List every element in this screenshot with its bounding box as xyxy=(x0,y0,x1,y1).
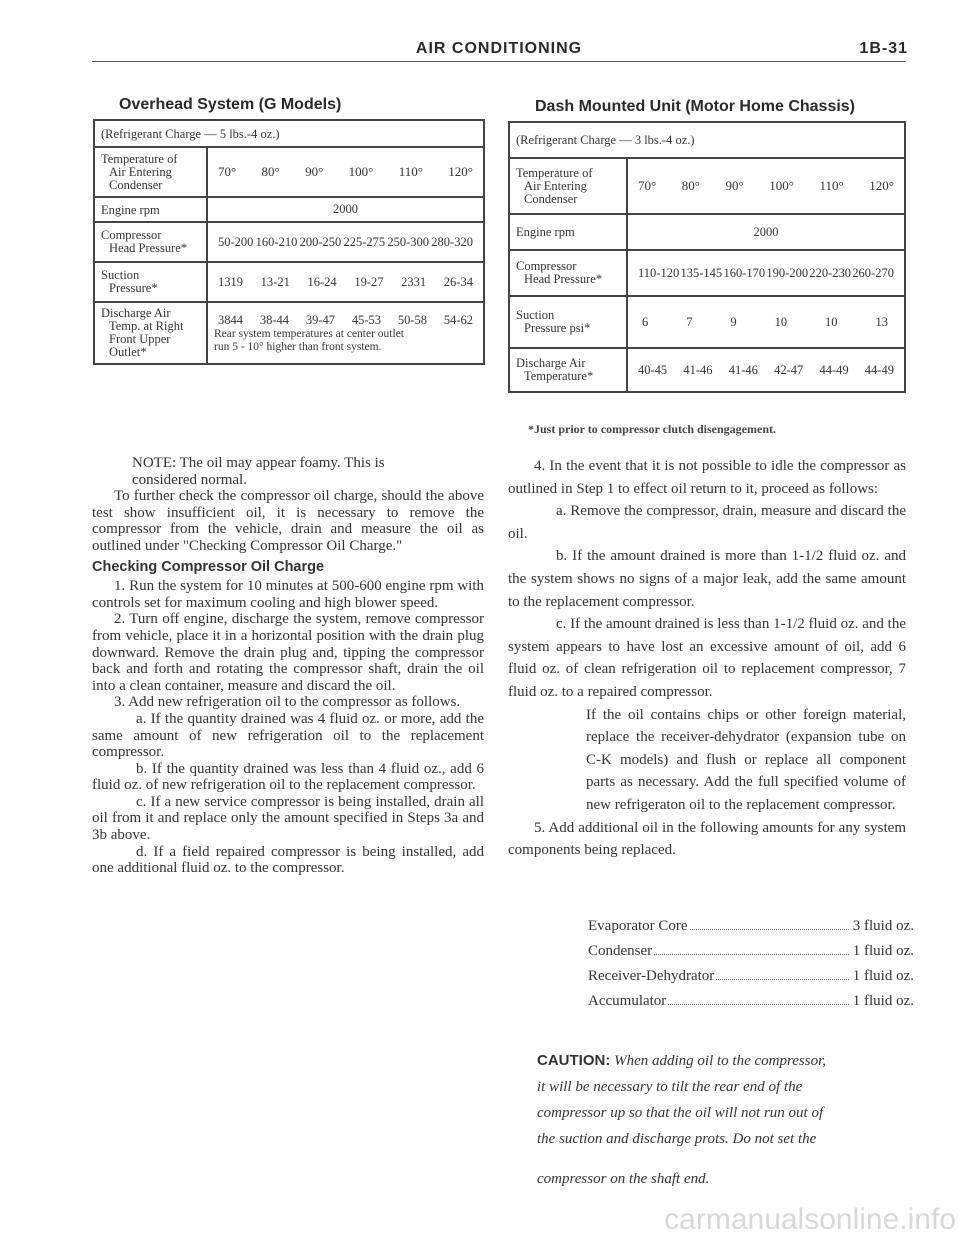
label-line: Air Entering xyxy=(109,164,172,179)
note-line: considered normal. xyxy=(132,471,247,488)
step-2: 2. Turn off engine, discharge the system, remove compressor from vehicle, place it in a horizontal position with the drain plug downward. Remove the drain plug and, tipping the compressor back and forth and rotating the compressor shaft, drain the oil into a clean container, measure and discard the oil. xyxy=(92,611,484,694)
row-label xyxy=(509,158,627,214)
value-cell: 260- xyxy=(852,266,876,280)
dash-spec-table xyxy=(508,121,906,393)
value-cell: 50- xyxy=(218,235,235,249)
caution-line: the suction and discharge prots. Do not set the xyxy=(537,1131,817,1147)
value-cell: 54- xyxy=(443,312,461,327)
label-line: Compressor xyxy=(101,228,162,242)
note-line: NOTE: The oil may appear foamy. This is xyxy=(132,455,385,471)
step-3d: d. If a field repaired compressor is being installed, add one additional fluid oz. to the compressor. xyxy=(92,843,484,877)
caution-line: it will be necessary to tilt the rear end of the xyxy=(537,1079,803,1095)
value-cell: 100° xyxy=(769,178,794,193)
step-4b: b. If the amount drained is more than 1-1/2 fluid oz. and the system shows no signs of a major leak, add the same amount to the replacement compressor. xyxy=(508,548,906,610)
rpm-value xyxy=(207,197,484,222)
discharge-values xyxy=(207,302,484,364)
value-cell: 80° xyxy=(261,164,280,179)
caution-label: CAUTION: xyxy=(537,1052,611,1069)
left-section-title: Overhead System (G Models) xyxy=(119,96,342,113)
table-row xyxy=(94,262,484,302)
value-cell: 90° xyxy=(725,178,744,193)
value-cell: 110° xyxy=(398,164,423,179)
value-cell: 16- xyxy=(307,275,325,289)
label-line: Temperature of xyxy=(516,165,593,180)
caution-line: When adding oil to the compressor, xyxy=(614,1053,827,1069)
value-cell: 19 xyxy=(230,275,243,289)
value-cell: 2000 xyxy=(753,224,779,239)
value-cell: 7 xyxy=(686,314,693,329)
step-4: 4. In the event that it is not possible to idle the compressor as outlined in Step 1 to effect oil return to it, proceed as follows: xyxy=(508,458,906,497)
value-cell: 26- xyxy=(443,275,461,289)
dot-leader xyxy=(654,954,849,955)
amount-value: 1 fluid oz. xyxy=(852,943,914,959)
value-cell: 2000 xyxy=(333,202,358,216)
value-cell: 13- xyxy=(260,275,278,289)
value-cell: 41- xyxy=(683,363,701,377)
step-3c: c. If a new service compressor is being installed, drain all oil from it and replace only the amount specified in Steps 3a and 3b above. xyxy=(92,793,484,844)
label-line: Pressure psi* xyxy=(524,321,591,335)
value-cell: 45 xyxy=(654,363,668,377)
right-body xyxy=(508,455,906,862)
step-4c: c. If the amount drained is less than 1-1/2 fluid oz. and the system appears to have lost an excessive amount of oil, add 6 fluid oz. of clean refrigeration oil to replacement compressor, 7 fluid oz. to a repaired compressor. xyxy=(508,616,906,700)
value-cell: 170 xyxy=(746,266,766,280)
table-row xyxy=(509,214,905,250)
value-cell: 13 xyxy=(875,314,888,329)
value-cell: 70° xyxy=(638,178,657,193)
value-cell: 120° xyxy=(869,178,894,193)
value-cell: 90° xyxy=(305,164,324,179)
table-row xyxy=(509,348,905,392)
discharge-values xyxy=(627,348,905,392)
value-cell: 120° xyxy=(448,164,473,179)
value-cell: 21 xyxy=(277,275,290,289)
charge-cell xyxy=(509,122,905,158)
value-cell: 80° xyxy=(681,178,700,193)
value-cell: 49 xyxy=(881,363,894,377)
overhead-spec-table xyxy=(93,119,485,365)
table-row xyxy=(509,122,905,158)
row-label xyxy=(94,302,207,364)
amount-row xyxy=(588,939,914,964)
value-cell: 24 xyxy=(324,275,337,289)
table-row xyxy=(509,296,905,348)
value-cell: 49 xyxy=(836,363,849,377)
value-cell: 40- xyxy=(638,363,655,377)
value-cell: 10 xyxy=(774,314,788,329)
value-cell: 145 xyxy=(703,266,723,280)
value-cell: 44 xyxy=(276,312,289,327)
table-row xyxy=(509,158,905,214)
header-rule xyxy=(92,61,906,62)
label-line: Temperature* xyxy=(524,369,594,383)
value-cell: 320 xyxy=(454,235,473,249)
suction-values xyxy=(627,296,905,348)
value-cell: 19- xyxy=(354,275,371,289)
value-cell: 44 xyxy=(230,312,243,327)
charge-cell xyxy=(94,120,484,147)
label-line: Condenser xyxy=(109,177,163,192)
label-line: Outlet* xyxy=(109,345,147,359)
label-line: Discharge Air xyxy=(516,356,586,370)
note-paragraph xyxy=(92,455,484,488)
value-cell: 38 xyxy=(218,312,231,327)
amount-label: Receiver-Dehydrator xyxy=(588,968,715,984)
label-line: Engine rpm xyxy=(101,202,160,217)
value-cell: 46 xyxy=(745,363,758,377)
paragraph: To further check the compressor oil charge, should the above test show insufficient oil, it is necessary to remove the compressor from the vehicle, drain and measure the oil as outlined under "Checking Compressor Oil Charge." xyxy=(92,488,484,554)
charge-text: (Refrigerant Charge — 5 lbs.-4 oz.) xyxy=(101,126,280,141)
subsection-heading: Checking Compressor Oil Charge xyxy=(92,558,325,575)
amount-row xyxy=(588,914,914,939)
temp-values xyxy=(207,147,484,197)
value-cell: 34 xyxy=(460,275,473,289)
step-1: 1. Run the system for 10 minutes at 500-600 engine rpm with controls set for maximum cooling and high blower speed. xyxy=(92,578,484,611)
row-label xyxy=(94,147,207,197)
amount-label: Accumulator xyxy=(588,993,667,1009)
step-5: 5. Add additional oil in the following amounts for any system components being replaced. xyxy=(508,819,906,859)
step-3b: b. If the quantity drained was less than 4 fluid oz., add 6 fluid oz. of new refrigeration oil to the replacement compressor. xyxy=(92,760,484,794)
value-cell: 280- xyxy=(431,235,455,249)
value-cell: 13 xyxy=(218,275,231,289)
value-cell: 200- xyxy=(299,235,323,249)
label-line: Head Pressure* xyxy=(524,272,603,286)
dot-leader xyxy=(690,929,849,930)
dot-leader xyxy=(668,1004,848,1005)
value-cell: 135- xyxy=(680,266,704,280)
value-cell: 100° xyxy=(348,164,374,179)
table-row xyxy=(94,147,484,197)
table-row xyxy=(94,197,484,222)
value-cell: 220- xyxy=(809,266,833,280)
table-row xyxy=(94,302,484,364)
value-cell: 225- xyxy=(343,235,367,249)
page-header xyxy=(90,40,908,60)
note-line: Rear system temperatures at center outlet xyxy=(214,327,404,340)
label-line: Suction xyxy=(516,308,555,322)
amount-label: Condenser xyxy=(588,943,653,959)
value-cell: 230 xyxy=(832,266,852,280)
caution-block xyxy=(537,1048,909,1152)
value-cell: 23 xyxy=(401,275,414,289)
note-line: run 5 - 10° higher than front system. xyxy=(214,340,382,353)
value-cell: 210 xyxy=(278,235,298,249)
label-line: Engine rpm xyxy=(516,225,575,239)
caution-last-line: compressor on the shaft end. xyxy=(537,1171,710,1187)
rear-system-note xyxy=(214,328,477,354)
value-cell: 70° xyxy=(218,164,237,179)
value-cell: 10 xyxy=(825,314,838,329)
value-cell: 62 xyxy=(460,312,473,327)
step-3a: a. If the quantity drained was 4 fluid oz. or more, add the same amount of new refrigeration oil to the replacement compressor. xyxy=(92,710,484,761)
page-title: AIR CONDITIONING xyxy=(415,40,583,57)
table-row xyxy=(94,222,484,262)
value-cell: 120 xyxy=(660,266,680,280)
value-cell: 250 xyxy=(322,235,342,249)
amount-value: 3 fluid oz. xyxy=(852,918,914,934)
value-cell: 9 xyxy=(730,314,737,329)
value-cell: 42- xyxy=(774,363,791,377)
table-footnote: *Just prior to compressor clutch disengagement. xyxy=(528,422,776,436)
amount-value: 1 fluid oz. xyxy=(852,968,914,984)
row-label xyxy=(94,197,207,222)
value-cell: 39- xyxy=(305,312,323,327)
row-label xyxy=(94,222,207,262)
value-cell: 45- xyxy=(351,312,369,327)
value-cell: 44- xyxy=(864,363,882,377)
row-label xyxy=(509,250,627,296)
label-line: Head Pressure* xyxy=(109,241,188,255)
value-cell: 31 xyxy=(413,275,427,289)
rpm-value xyxy=(627,214,905,250)
amount-row xyxy=(588,964,914,989)
dot-leader xyxy=(716,979,848,980)
value-cell: 270 xyxy=(875,266,894,280)
value-cell: 200 xyxy=(234,235,254,249)
amount-row xyxy=(588,989,914,1014)
suction-values xyxy=(207,262,484,302)
label-line: Pressure* xyxy=(109,281,158,295)
head-pressure-values xyxy=(207,222,484,262)
left-body xyxy=(92,455,484,877)
foreign-material-paragraph: If the oil contains chips or other foreign material, replace the receiver-dehydrator (expansion tube on C-K models) and flush or replace all component parts as necessary. Add the full specified volume of new refrigeraton oil to the replacement compressor. xyxy=(586,706,906,813)
value-cell: 190- xyxy=(766,266,790,280)
value-cell: 38- xyxy=(259,312,277,327)
amounts-list xyxy=(508,914,918,1014)
value-cell: 47 xyxy=(790,363,804,377)
label-line: Condenser xyxy=(524,191,578,206)
value-cell: 110- xyxy=(638,266,661,280)
table-row xyxy=(94,120,484,147)
value-cell: 160- xyxy=(255,235,279,249)
value-cell: 44- xyxy=(819,363,837,377)
amount-label: Evaporator Core xyxy=(588,918,688,934)
value-cell: 160- xyxy=(723,266,747,280)
value-cell: 300 xyxy=(410,235,430,249)
charge-text: (Refrigerant Charge — 3 lbs.-4 oz.) xyxy=(516,133,695,147)
value-cell: 50- xyxy=(397,312,415,327)
value-cell: 53 xyxy=(368,312,381,327)
label-line: Air Entering xyxy=(524,178,587,193)
value-cell: 110° xyxy=(819,178,844,193)
label-line: Front Upper xyxy=(109,332,171,346)
value-cell: 27 xyxy=(370,275,384,289)
step-4a: a. Remove the compressor, drain, measure and discard the oil. xyxy=(508,503,906,542)
step-3: 3. Add new refrigeration oil to the compressor as follows. xyxy=(114,694,461,711)
label-line: Suction xyxy=(101,268,140,282)
row-label xyxy=(509,296,627,348)
value-cell: 250- xyxy=(387,235,411,249)
label-line: Discharge Air xyxy=(101,306,171,320)
row-label xyxy=(509,214,627,250)
site-watermark: carmanualsonline.info xyxy=(664,1203,956,1236)
label-line: Temperature of xyxy=(101,151,178,166)
value-cell: 46 xyxy=(700,363,713,377)
value-cell: 41- xyxy=(728,363,746,377)
row-label xyxy=(94,262,207,302)
value-cell: 47 xyxy=(322,312,335,327)
label-line: Temp. at Right xyxy=(109,319,184,333)
head-pressure-values xyxy=(627,250,905,296)
table-row xyxy=(509,250,905,296)
value-cell: 6 xyxy=(642,314,649,329)
label-line: Compressor xyxy=(516,259,577,273)
temp-values xyxy=(627,158,905,214)
value-cell: 200 xyxy=(789,266,809,280)
caution-line: compressor up so that the oil will not run out of xyxy=(537,1105,824,1121)
amount-value: 1 fluid oz. xyxy=(852,993,914,1009)
right-section-title: Dash Mounted Unit (Motor Home Chassis) xyxy=(535,98,856,115)
page-number: 1B-31 xyxy=(859,40,908,57)
value-cell: 275 xyxy=(366,235,386,249)
value-cell: 58 xyxy=(414,312,427,327)
row-label xyxy=(509,348,627,392)
